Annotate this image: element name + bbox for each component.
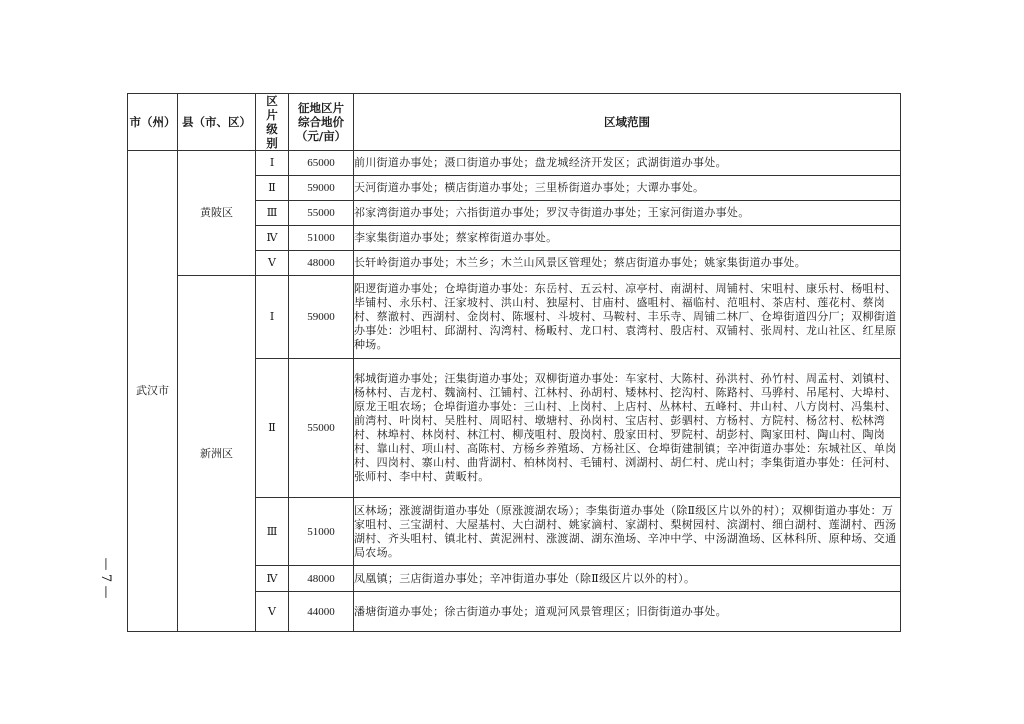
- district-cell: 新洲区: [178, 276, 256, 632]
- city-cell: 武汉市: [128, 151, 178, 632]
- level-cell: Ⅰ: [256, 276, 289, 359]
- land-price-table: [127, 93, 901, 632]
- range-cell: 天河街道办事处；横店街道办事处；三里桥街道办事处；大谭办事处。: [354, 176, 901, 201]
- level-cell: Ⅲ: [256, 498, 289, 566]
- table-row: [128, 276, 901, 359]
- header-row: [128, 94, 901, 151]
- district-cell: 黄陂区: [178, 151, 256, 276]
- range-cell: 长轩岭街道办事处；木兰乡；木兰山风景区管理处；蔡店街道办事处；姚家集街道办事处。: [354, 251, 901, 276]
- price-cell: 59000: [289, 276, 354, 359]
- price-cell: 44000: [289, 592, 354, 632]
- price-cell: 51000: [289, 226, 354, 251]
- level-cell: Ⅳ: [256, 226, 289, 251]
- level-cell: Ⅲ: [256, 201, 289, 226]
- range-cell: 前川街道办事处；滠口街道办事处；盘龙城经济开发区；武湖街道办事处。: [354, 151, 901, 176]
- table-row: [128, 151, 901, 176]
- price-cell: 51000: [289, 498, 354, 566]
- header-level: 区片级别: [256, 94, 289, 151]
- header-county: 县（市、区）: [178, 94, 256, 151]
- level-cell: Ⅱ: [256, 359, 289, 498]
- range-cell: 祁家湾街道办事处；六指街道办事处；罗汉寺街道办事处；王家河街道办事处。: [354, 201, 901, 226]
- level-cell: Ⅴ: [256, 251, 289, 276]
- range-cell: 潘塘街道办事处；徐古街道办事处；道观河风景管理区；旧街街道办事处。: [354, 592, 901, 632]
- price-cell: 59000: [289, 176, 354, 201]
- header-city: 市（州）: [128, 94, 178, 151]
- range-cell: 阳逻街道办事处；仓埠街道办事处：东岳村、五云村、凉亭村、南湖村、周铺村、宋咀村、康乐村、杨咀村、毕铺村、永乐村、汪家坡村、洪山村、独屋村、甘庙村、盛咀村、福临村、范咀村、茶店村、莲花村、蔡岗村、蔡澈村、西湖村、金岗村、陈堰村、斗坡村、马鞍村、丰乐寺、周铺二林厂、仓埠街道四分厂；双柳街道办事处：沙咀村、邱湖村、沟湾村、杨畈村、龙口村、袁湾村、殷店村、双铺村、张周村、龙山社区、红星原种场。: [354, 276, 901, 359]
- price-cell: 65000: [289, 151, 354, 176]
- price-cell: 55000: [289, 201, 354, 226]
- header-price: 征地区片综合地价（元/亩）: [289, 94, 354, 151]
- header-range: 区域范围: [354, 94, 901, 151]
- level-cell: Ⅱ: [256, 176, 289, 201]
- page-number: — 7 —: [98, 557, 113, 599]
- price-cell: 48000: [289, 566, 354, 592]
- price-cell: 48000: [289, 251, 354, 276]
- level-cell: Ⅰ: [256, 151, 289, 176]
- page-number-value: 7: [98, 573, 113, 583]
- level-cell: Ⅴ: [256, 592, 289, 632]
- range-cell: 邾城街道办事处；汪集街道办事处；双柳街道办事处：车家村、大陈村、孙洪村、孙竹村、周孟村、刘镇村、杨林村、吉龙村、魏滴村、江铺村、江林村、孙胡村、矮林村、挖沟村、陈路村、马骅村、吊尾村、大埠村、原龙王咀农场；仓埠街道办事处：三山村、上岗村、上店村、丛林村、五峰村、井山村、八方岗村、冯集村、前湾村、叶岗村、吴胜村、周昭村、墩塘村、孙岗村、宝店村、彭驷村、方杨村、方院村、杨岔村、松林湾村、林埠村、林岗村、林江村、柳茂咀村、殷岗村、殷家田村、罗院村、胡彭村、陶家田村、陶山村、陶岗村、靠山村、项山村、高陈村、方杨乡养殖场、方杨社区、仓埠街建制镇；辛冲街道办事处：东城社区、单岗村、四岗村、寨山村、曲背湖村、柏林岗村、毛铺村、浏湖村、胡仁村、虎山村；李集街道办事处：任河村、张师村、李中村、黄畈村。: [354, 359, 901, 498]
- price-cell: 55000: [289, 359, 354, 498]
- range-cell: 李家集街道办事处；蔡家榨街道办事处。: [354, 226, 901, 251]
- range-cell: 凤凰镇；三店街道办事处；辛冲街道办事处（除Ⅱ级区片以外的村）。: [354, 566, 901, 592]
- range-cell: 区林场；涨渡湖街道办事处（原涨渡湖农场）；李集街道办事处（除Ⅱ级区片以外的村）；双柳街道办事处：万家咀村、三宝湖村、大屋基村、大白湖村、姚家滴村、家湖村、梨树园村、滨湖村、细白湖村、莲湖村、西汤湖村、齐头咀村、镇北村、黄泥洲村、涨渡湖、湖东渔场、辛冲中学、中汤湖渔场、区林科所、原种场、交通局农场。: [354, 498, 901, 566]
- level-cell: Ⅳ: [256, 566, 289, 592]
